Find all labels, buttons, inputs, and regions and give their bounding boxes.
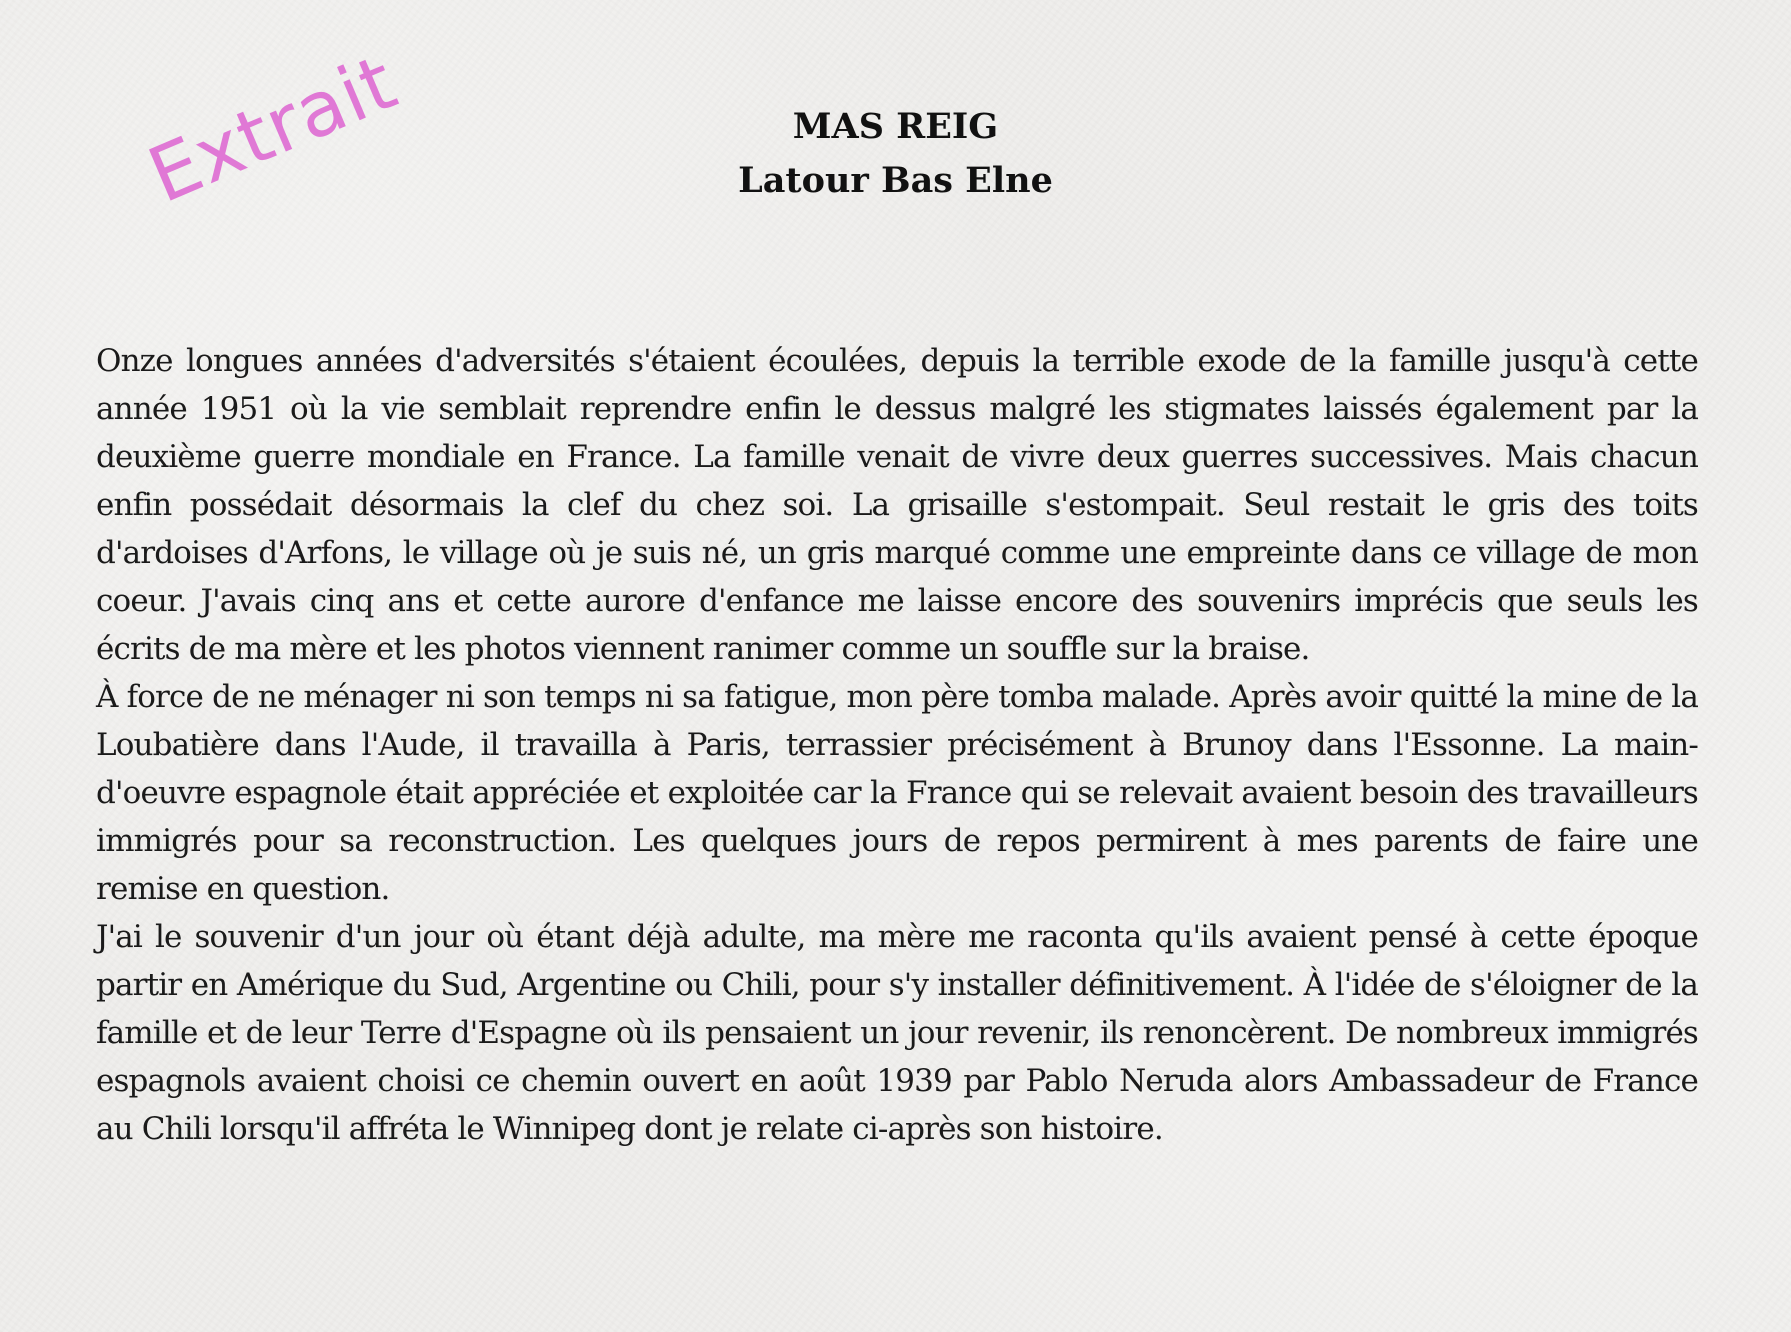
document-title: MAS REIG (792, 106, 999, 147)
extrait-watermark: Extrait (136, 36, 409, 220)
paragraph-3: J'ai le souvenir d'un jour où étant déjà adulte, ma mère me raconta qu'ils avaient pensé à cette époque partir en Amérique du Sud, Argentine ou Chili, pour s'y installer définitivement. À l'idée de s'éloigner de la famille et de leur Terre d'Espagne où ils pensaient un jour revenir, ils renoncèrent. De nombreux immigrés espagnols avaient choisi ce chemin ouvert en août 1939 par Pablo Neruda alors Ambassadeur de France au Chili lorsqu'il affréta le Winnipeg dont je relate ci-après son histoire. (96, 919, 1698, 1147)
paragraph-1: Onze longues années d'adversités s'étaient écoulées, depuis la terrible exode de la famille jusqu'à cette année 1951 où la vie semblait reprendre enfin le dessus malgré les stigmates laissés également par la deuxième guerre mondiale en France. La famille venait de vivre deux guerres successives. Mais chacun enfin possédait désormais la clef du chez soi. La grisaille s'estompait. Seul restait le gris des toits d'ardoises d'Arfons, le village où je suis né, un gris marqué comme une empreinte dans ce village de mon coeur. J'avais cinq ans et cette aurore d'enfance me laisse encore des souvenirs imprécis que seuls les écrits de ma mère et les photos viennent ranimer comme un souffle sur la braise. (96, 343, 1698, 667)
body-text (96, 337, 1698, 1153)
document-subtitle: Latour Bas Elne (738, 160, 1053, 201)
document-header (0, 100, 1791, 208)
paragraph-2: À force de ne ménager ni son temps ni sa fatigue, mon père tomba malade. Après avoir quitté la mine de la Loubatière dans l'Aude, il travailla à Paris, terrassier précisément à Brunoy dans l'Essonne. La main-d'oeuvre espagnole était appréciée et exploitée car la France qui se relevait avaient besoin des travailleurs immigrés pour sa reconstruction. Les quelques jours de repos permirent à mes parents de faire une remise en question. (96, 679, 1698, 907)
